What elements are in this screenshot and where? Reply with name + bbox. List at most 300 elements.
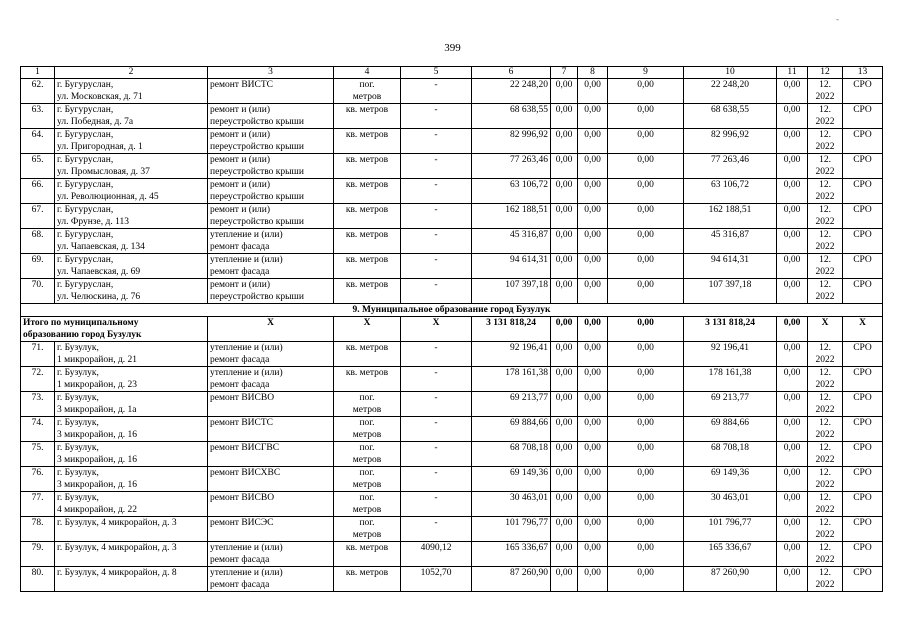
fund-cost-cell — [684, 104, 777, 129]
cost-cell — [578, 342, 608, 367]
work-type-cell-text: ремонт и (или) — [210, 280, 271, 290]
cost-cell-text: 0,00 — [783, 230, 801, 240]
fund-cost-cell-text: 101 796,77 — [708, 518, 752, 528]
column-number — [472, 67, 551, 79]
work-type-cell-text: переустройство крыши — [210, 167, 304, 177]
area-cell-text: - — [434, 255, 438, 265]
cost-cell-text: 0,00 — [555, 155, 573, 165]
total-cell-text: X — [363, 318, 371, 328]
deadline-cell-text: 2022 — [815, 267, 835, 277]
total-cost-cell-text: 68 708,18 — [510, 443, 548, 453]
address-cell — [55, 392, 208, 417]
cost-cell-text: 0,00 — [555, 543, 573, 553]
cost-cell — [551, 392, 578, 417]
area-cell-text: - — [434, 343, 438, 353]
cost-cell — [578, 467, 608, 492]
row-number-cell — [21, 392, 55, 417]
total-cost-cell — [472, 104, 551, 129]
fund-cost-cell-text: 30 463,01 — [711, 493, 749, 503]
deadline-cell-text: 12. — [819, 468, 831, 478]
cost-cell — [551, 417, 578, 442]
total-cost-cell-text: 69 213,77 — [510, 393, 548, 403]
table-row — [21, 79, 883, 104]
fund-cost-cell — [684, 442, 777, 467]
fund-cost-cell — [684, 417, 777, 442]
section-title-text: 9. Муниципальное образование город Бузулук — [352, 305, 551, 315]
work-type-cell-text: ремонт ВИСХВС — [210, 468, 281, 478]
total-cost-cell-text: 69 884,66 — [510, 418, 548, 428]
work-type-cell-text: переустройство крыши — [210, 192, 304, 202]
row-number-cell — [21, 129, 55, 154]
deadline-cell — [808, 467, 843, 492]
unit-cell-text: кв. метров — [345, 368, 389, 378]
column-number-row — [21, 67, 883, 79]
cost-cell — [578, 204, 608, 229]
fund-cost-cell-text: 165 336,67 — [708, 543, 752, 553]
cost-cell — [578, 279, 608, 304]
row-number-cell — [21, 417, 55, 442]
deadline-cell-text: 2022 — [815, 405, 835, 415]
cost-cell-text: 0,00 — [783, 468, 801, 478]
address-cell-text: 3 микрорайон, д. 16 — [57, 430, 138, 440]
address-cell-text: 4 микрорайон, д. 22 — [57, 505, 138, 515]
unit-cell — [334, 417, 401, 442]
work-type-cell-text: ремонт и (или) — [210, 105, 271, 115]
unit-cell-text: пог. — [359, 443, 375, 453]
total-label-cell — [21, 317, 208, 342]
unit-cell-text: метров — [352, 92, 382, 102]
fund-cost-cell — [684, 254, 777, 279]
cost-cell-text: 0,00 — [783, 443, 801, 453]
column-number-text: 10 — [725, 67, 735, 77]
cost-cell — [777, 129, 808, 154]
deadline-cell-text: 2022 — [815, 580, 835, 590]
method-cell-text: СРО — [853, 155, 872, 165]
cost-cell-text: 0,00 — [584, 568, 601, 578]
cost-cell — [551, 79, 578, 104]
fund-cost-cell-text: 92 196,41 — [711, 343, 749, 353]
area-cell-text: - — [434, 443, 438, 453]
cost-cell — [551, 254, 578, 279]
cost-cell — [777, 342, 808, 367]
work-type-cell — [208, 467, 334, 492]
unit-cell — [334, 279, 401, 304]
row-number-cell-text: 69. — [31, 255, 44, 265]
cost-cell — [608, 154, 684, 179]
fund-cost-cell-text: 69 149,36 — [711, 468, 749, 478]
method-cell — [843, 179, 883, 204]
address-cell-text: г. Бугуруслан, — [57, 130, 114, 140]
cost-cell-text: 0,00 — [584, 518, 601, 528]
fund-cost-cell — [684, 567, 777, 592]
total-cost-cell-text: 178 161,38 — [505, 368, 548, 378]
cost-cell — [578, 229, 608, 254]
cost-cell-text: 0,00 — [637, 255, 654, 265]
work-type-cell — [208, 129, 334, 154]
deadline-cell-text: 12. — [819, 568, 831, 578]
table-row — [21, 517, 883, 542]
deadline-cell-text: 12. — [819, 105, 831, 115]
total-cost-cell — [472, 179, 551, 204]
address-cell-text: г. Бузулук, — [57, 468, 99, 478]
cost-cell-text: 0,00 — [637, 468, 654, 478]
cost-cell — [777, 417, 808, 442]
total-cost-cell — [472, 79, 551, 104]
cost-cell — [777, 392, 808, 417]
area-cell — [401, 129, 472, 154]
row-number-cell — [21, 179, 55, 204]
method-cell — [843, 367, 883, 392]
cost-cell-text: 0,00 — [783, 80, 801, 90]
column-number — [808, 67, 843, 79]
column-number-text: 13 — [857, 67, 868, 77]
work-type-cell — [208, 542, 334, 567]
unit-cell-text: кв. метров — [345, 343, 389, 353]
method-cell-text: СРО — [853, 418, 872, 428]
cost-cell — [777, 467, 808, 492]
cost-cell-text: 0,00 — [555, 130, 573, 140]
total-cost-cell-text: 45 316,87 — [510, 230, 548, 240]
address-cell-text: г. Бугуруслан, — [57, 105, 114, 115]
row-number-cell-text: 64. — [31, 130, 44, 140]
deadline-cell-text: 2022 — [815, 292, 835, 302]
cost-cell-text: 0,00 — [783, 205, 801, 215]
cost-cell — [551, 467, 578, 492]
address-cell-text: г. Бузулук, — [57, 343, 99, 353]
unit-cell — [334, 179, 401, 204]
row-number-cell — [21, 342, 55, 367]
work-type-cell — [208, 342, 334, 367]
address-cell-text: г. Бугуруслан, — [57, 280, 114, 290]
work-type-cell-text: утепление и (или) — [210, 543, 283, 553]
row-number-cell-text: 65. — [31, 155, 44, 165]
area-cell-text: - — [434, 130, 438, 140]
address-cell-text: г. Бугуруслан, — [57, 155, 114, 165]
cost-cell — [551, 154, 578, 179]
cost-cell-text: 0,00 — [584, 418, 601, 428]
unit-cell-text: кв. метров — [345, 155, 389, 165]
total-cost-cell-text: 30 463,01 — [510, 493, 548, 503]
address-cell-text: 3 микрорайон, д. 1а — [57, 405, 137, 415]
cost-cell-text: 0,00 — [584, 343, 601, 353]
work-type-cell — [208, 517, 334, 542]
work-type-cell-text: ремонт ВИСГВС — [210, 443, 280, 453]
cost-cell-text: 0,00 — [783, 518, 801, 528]
deadline-cell-text: 2022 — [815, 92, 835, 102]
cost-cell — [551, 229, 578, 254]
cost-cell-text: 0,00 — [555, 255, 573, 265]
cost-cell — [608, 567, 684, 592]
deadline-cell-text: 2022 — [815, 380, 835, 390]
cost-cell — [551, 517, 578, 542]
total-cost-cell — [472, 467, 551, 492]
area-cell — [401, 517, 472, 542]
deadline-cell — [808, 367, 843, 392]
cost-cell-text: 0,00 — [783, 568, 801, 578]
fund-cost-cell-text: 82 996,92 — [711, 130, 749, 140]
column-number — [21, 67, 55, 79]
column-number-text: 5 — [433, 67, 439, 77]
cost-cell-text: 0,00 — [783, 155, 801, 165]
cost-cell — [551, 279, 578, 304]
table-row — [21, 367, 883, 392]
address-cell — [55, 367, 208, 392]
column-number — [401, 67, 472, 79]
address-cell-text: г. Бузулук, — [57, 368, 99, 378]
column-number — [777, 67, 808, 79]
column-number — [334, 67, 401, 79]
method-cell — [843, 492, 883, 517]
method-cell — [843, 79, 883, 104]
deadline-cell — [808, 342, 843, 367]
method-cell-text: СРО — [853, 443, 872, 453]
cost-cell — [578, 104, 608, 129]
table-row — [21, 392, 883, 417]
total-cost-cell — [472, 542, 551, 567]
cost-cell-text: 0,00 — [637, 280, 654, 290]
unit-cell — [334, 492, 401, 517]
cost-cell — [777, 179, 808, 204]
address-cell — [55, 279, 208, 304]
table-row — [21, 129, 883, 154]
fund-cost-cell — [684, 204, 777, 229]
cost-cell — [578, 542, 608, 567]
total-cell — [608, 317, 684, 342]
table-row — [21, 442, 883, 467]
table-row — [21, 229, 883, 254]
cost-cell — [551, 104, 578, 129]
method-cell — [843, 542, 883, 567]
deadline-cell-text: 2022 — [815, 505, 835, 515]
address-cell-text: г. Бузулук, — [57, 493, 99, 503]
area-cell — [401, 79, 472, 104]
address-cell — [55, 467, 208, 492]
total-fund-cell — [684, 317, 777, 342]
work-type-cell-text: ремонт ВИСТС — [210, 80, 274, 90]
row-number-cell-text: 68. — [31, 230, 44, 240]
cost-cell — [608, 542, 684, 567]
total-cost-cell — [472, 442, 551, 467]
cost-cell — [551, 542, 578, 567]
cost-cell-text: 0,00 — [555, 468, 573, 478]
unit-cell — [334, 467, 401, 492]
cost-cell-text: 0,00 — [783, 493, 801, 503]
row-number-cell — [21, 79, 55, 104]
deadline-cell-text: 2022 — [815, 117, 835, 127]
row-number-cell-text: 75. — [31, 443, 44, 453]
cost-cell — [578, 154, 608, 179]
area-cell-text: - — [434, 80, 438, 90]
corner-mark: - — [836, 14, 839, 24]
address-cell-text: 1 микрорайон, д. 21 — [57, 355, 138, 365]
row-number-cell-text: 63. — [31, 105, 44, 115]
row-number-cell-text: 76. — [31, 468, 44, 478]
cost-cell — [578, 417, 608, 442]
deadline-cell — [808, 417, 843, 442]
unit-cell-text: пог. — [359, 468, 375, 478]
total-cost-cell-text: 63 106,72 — [510, 180, 548, 190]
total-cell — [578, 317, 608, 342]
cost-cell — [578, 129, 608, 154]
deadline-cell — [808, 129, 843, 154]
cost-cell-text: 0,00 — [584, 230, 601, 240]
row-number-cell-text: 66. — [31, 180, 44, 190]
method-cell — [843, 279, 883, 304]
column-number — [684, 67, 777, 79]
method-cell-text: СРО — [853, 543, 872, 553]
cost-cell — [551, 442, 578, 467]
area-cell-text: - — [434, 105, 438, 115]
area-cell — [401, 542, 472, 567]
column-number-text: 7 — [561, 67, 567, 77]
method-cell-text: СРО — [853, 343, 872, 353]
cost-cell-text: 0,00 — [555, 343, 573, 353]
deadline-cell — [808, 392, 843, 417]
total-cost-cell-text: 107 397,18 — [505, 280, 548, 290]
row-number-cell-text: 74. — [31, 418, 44, 428]
unit-cell-text: метров — [352, 455, 382, 465]
address-cell — [55, 204, 208, 229]
method-cell-text: СРО — [853, 468, 872, 478]
total-cell — [401, 317, 472, 342]
work-type-cell-text: ремонт ВИСВО — [210, 493, 275, 503]
total-cost-cell-text: 3 131 818,24 — [486, 318, 536, 328]
column-number — [578, 67, 608, 79]
cost-cell — [551, 342, 578, 367]
address-cell — [55, 442, 208, 467]
address-cell-text: г. Бузулук, 4 микрорайон, д. 8 — [57, 568, 177, 578]
deadline-cell-text: 12. — [819, 280, 831, 290]
fund-cost-cell — [684, 342, 777, 367]
cost-cell-text: 0,00 — [783, 543, 801, 553]
method-cell — [843, 129, 883, 154]
address-cell-text: ул. Революционная, д. 45 — [57, 192, 159, 202]
address-cell-text: г. Бугуруслан, — [57, 230, 114, 240]
method-cell — [843, 229, 883, 254]
work-type-cell-text: ремонт ВИСЭС — [210, 518, 274, 528]
work-type-cell-text: переустройство крыши — [210, 292, 304, 302]
work-type-cell-text: ремонт фасада — [210, 380, 270, 390]
unit-cell-text: метров — [352, 405, 382, 415]
area-cell-text: - — [434, 230, 438, 240]
deadline-cell-text: 12. — [819, 155, 831, 165]
cost-cell-text: 0,00 — [584, 493, 601, 503]
work-type-cell-text: ремонт ВИСТС — [210, 418, 274, 428]
total-cell-text: 0,00 — [584, 318, 601, 328]
deadline-cell — [808, 204, 843, 229]
table-row — [21, 467, 883, 492]
deadline-cell-text: 12. — [819, 230, 831, 240]
total-row — [21, 317, 883, 342]
table-row — [21, 254, 883, 279]
total-cost-cell-text: 77 263,46 — [510, 155, 548, 165]
address-cell-text: г. Бузулук, — [57, 418, 99, 428]
column-number — [551, 67, 578, 79]
area-cell-text: - — [434, 468, 438, 478]
address-cell-text: г. Бугуруслан, — [57, 255, 114, 265]
row-number-cell-text: 71. — [31, 343, 44, 353]
fund-cost-cell — [684, 367, 777, 392]
work-type-cell-text: ремонт фасада — [210, 242, 270, 252]
address-cell — [55, 492, 208, 517]
area-cell-text: - — [434, 493, 438, 503]
deadline-cell-text: 2022 — [815, 480, 835, 490]
deadline-cell — [808, 567, 843, 592]
total-cell — [843, 317, 883, 342]
deadline-cell — [808, 442, 843, 467]
total-cell — [551, 317, 578, 342]
address-cell-text: г. Бузулук, 4 микрорайон, д. 3 — [57, 543, 177, 553]
row-number-cell-text: 78. — [31, 518, 44, 528]
fund-cost-cell-text: 63 106,72 — [711, 180, 749, 190]
cost-cell — [608, 279, 684, 304]
total-cell — [777, 317, 808, 342]
work-type-cell — [208, 254, 334, 279]
cost-cell-text: 0,00 — [637, 80, 654, 90]
unit-cell — [334, 229, 401, 254]
total-cost-cell — [472, 154, 551, 179]
cost-cell-text: 0,00 — [584, 468, 601, 478]
cost-cell-text: 0,00 — [555, 105, 573, 115]
address-cell — [55, 229, 208, 254]
area-cell-text: 4090,12 — [420, 543, 452, 553]
cost-cell — [777, 367, 808, 392]
row-number-cell-text: 73. — [31, 393, 44, 403]
cost-cell-text: 0,00 — [637, 180, 654, 190]
cost-cell-text: 0,00 — [584, 368, 601, 378]
total-cost-cell-text: 101 796,77 — [505, 518, 548, 528]
address-cell-text: ул. Челюскина, д. 76 — [57, 292, 141, 302]
unit-cell-text: кв. метров — [345, 205, 389, 215]
area-cell-text: - — [434, 155, 438, 165]
table-row — [21, 567, 883, 592]
column-number-text: 1 — [35, 67, 40, 77]
total-label-cell-text: образованию город Бузулук — [23, 330, 142, 340]
total-cell-text: 0,00 — [783, 318, 801, 328]
work-type-cell — [208, 392, 334, 417]
address-cell — [55, 517, 208, 542]
row-number-cell-text: 77. — [31, 493, 44, 503]
cost-cell-text: 0,00 — [637, 543, 654, 553]
cost-cell-text: 0,00 — [637, 105, 654, 115]
address-cell-text: 1 микрорайон, д. 23 — [57, 380, 138, 390]
cost-cell-text: 0,00 — [584, 205, 601, 215]
deadline-cell-text: 2022 — [815, 142, 835, 152]
cost-cell — [608, 342, 684, 367]
row-number-cell — [21, 229, 55, 254]
address-cell — [55, 342, 208, 367]
column-number-text: 6 — [508, 67, 514, 77]
method-cell-text: СРО — [853, 368, 872, 378]
cost-cell — [578, 392, 608, 417]
unit-cell-text: пог. — [359, 80, 375, 90]
fund-cost-cell — [684, 392, 777, 417]
cost-cell-text: 0,00 — [783, 368, 801, 378]
deadline-cell — [808, 517, 843, 542]
column-number-text: 3 — [268, 67, 273, 77]
cost-cell-text: 0,00 — [783, 393, 801, 403]
deadline-cell — [808, 104, 843, 129]
deadline-cell — [808, 229, 843, 254]
area-cell-text: 1052,70 — [420, 568, 452, 578]
total-cost-cell-text: 22 248,20 — [510, 80, 548, 90]
address-cell-text: ул. Чапаевская, д. 69 — [57, 267, 141, 277]
total-cost-cell-text: 69 149,36 — [510, 468, 548, 478]
cost-cell-text: 0,00 — [637, 493, 654, 503]
method-cell-text: СРО — [853, 518, 872, 528]
unit-cell-text: кв. метров — [345, 180, 389, 190]
deadline-cell — [808, 254, 843, 279]
